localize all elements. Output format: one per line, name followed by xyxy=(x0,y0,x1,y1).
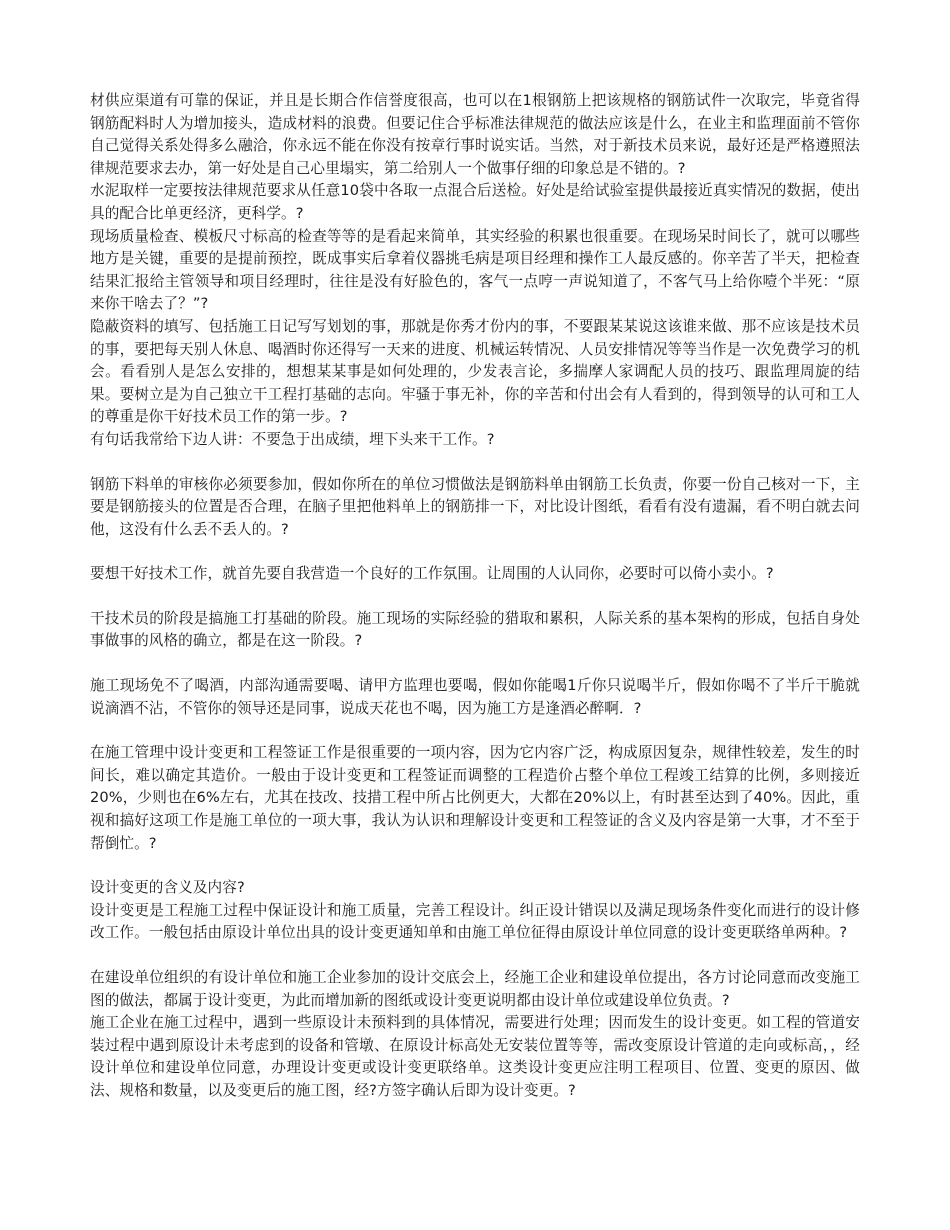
paragraph-rebar-list: 钢筋下料单的审核你必须要参加，假如你所在的单位习惯做法是钢筋料单由钢筋工长负责，你要一份自己核对一下，主要是钢筋接头的位置是否合理，在脑子里把他料单上的钢筋排一下，对比设计图纸，看看有没有遗漏，看不明白就去问他，这没有什么丢不丢人的。? xyxy=(90,475,860,538)
paragraph-spacer xyxy=(90,855,860,877)
paragraph-technician-stage: 干技术员的阶段是搞施工打基础的阶段。施工现场的实际经验的猎取和累积，人际关系的基本架构的形成，包括自身处事做事的风格的确立，都是在这一阶段。? xyxy=(90,609,860,650)
paragraph-spacer xyxy=(90,541,860,563)
paragraph-spacer xyxy=(90,720,860,742)
section-heading-design-change: 设计变更的含义及内容? xyxy=(90,879,245,897)
paragraph-spacer xyxy=(90,945,860,967)
paragraph-spacer xyxy=(90,452,860,474)
paragraph-spacer xyxy=(90,653,860,675)
paragraph-quality-inspection: 现场质量检查、模板尺寸标高的检查等等的是看起来简单，其实经验的积累也很重要。在现场呆时间长了，就可以哪些地方是关键，重要的是提前预控，既成事实后拿着仪器挑毛病是项目经理和操作工人最反感的。你辛苦了半天，把检查结果汇报给主管领导和项目经理时，往往是没有好脸色的，客气一点哼一声说知道了，不客气马上给你噎个半死：“原来你干啥去了？”? xyxy=(90,227,860,313)
paragraph-material-sampling: 材供应渠道有可靠的保证，并且是长期合作信誉度很高，也可以在1根钢筋上把该规格的钢筋试件一次取完，毕竟省得钢筋配料时人为增加接头，造成材料的浪费。但要记住合乎标准法律规范的做法应该是什么，在业主和监理面前不管你自己觉得关系处得多么融洽，你永远不能在你没有按章行事时说实话。当然，对于新技术员来说，最好还是严格遵照法律规范要求去办，第一好处是自己心里塌实，第二给别人一个做事仔细的印象总是不错的。? xyxy=(90,92,860,177)
paragraph-hidden-records: 隐蔽资料的填写、包括施工日记写写划划的事，那就是你秀才份内的事，不要跟某某说这该谁来做、那不应该是技术员的事，要把每天别人休息、喝酒时你还得写一天来的进度、机械运转情况、人员安排情况等等当作是一次免费学习的机会。看看别人是怎么安排的，想想某某事是如何处理的，少发表言论，多揣摩人家调配人员的技巧、跟监理周旋的结果。要树立是为自己独立干工程打基础的志向。牢骚于事无补，你的辛苦和付出会有人看到的，得到领导的认可和工人的尊重是你干好技术员工作的第一步。? xyxy=(90,317,860,426)
paragraph-design-change-importance: 在施工管理中设计变更和工程签证工作是很重要的一项内容，因为它内容广泛，构成原因复杂，规律性较差，发生的时间长，难以确定其造价。一般由于设计变更和工程签证而调整的工程造价占整个单位工程竣工结算的比例，多则接近20%，少则也在6%左右，尤其在技改、技措工程中所占比例更大，大都在20%以上，有时甚至达到了40%。因此，重视和搞好这项工作是施工单位的一项大事，我认为认识和理解设计变更和工程签证的含义及内容是第一大事，才不至于帮倒忙。? xyxy=(90,744,860,852)
paragraph-spacer xyxy=(90,586,860,608)
paragraph-design-change-definition: 设计变更是工程施工过程中保证设计和施工质量，完善工程设计。纠正设计错误以及满足现场条件变化而进行的设计修改工作。一般包括由原设计单位出具的设计变更通知单和由施工单位征得由原设计单位同意的设计变更联络单两种。? xyxy=(90,901,860,942)
paragraph-design-disclosure: 在建设单位组织的有设计单位和施工企业参加的设计交底会上，经施工企业和建设单位提出，各方讨论同意而改变施工图的做法，都属于设计变更，为此而增加新的图纸或设计变更说明都由设计单位或建设单位负责。? xyxy=(90,969,860,1009)
paragraph-construction-change: 施工企业在施工过程中，遇到一些原设计未预料到的具体情况，需要进行处理；因而发生的设计变更。如工程的管道安装过程中遇到原设计未考虑到的设备和管墩、在原设计标高处无安装位置等等，需改变原设计管道的走向或标高，，经设计单位和建设单位同意，办理设计变更或设计变更联络单。这类设计变更应注明工程项目、位置、变更的原因、做法、规格和数量，以及变更后的施工图，经?方签字确认后即为设计变更。? xyxy=(90,1014,860,1099)
paragraph-advice: 有句话我常给下边人讲：不要急于出成绩，埋下头来干工作。? xyxy=(90,430,495,448)
paragraph-cement-sampling: 水泥取样一定要按法律规范要求从任意10袋中各取一点混合后送检。好处是给试验室提供最接近真实情况的数据，使出具的配合比单更经济，更科学。? xyxy=(90,182,860,222)
document-body xyxy=(90,90,860,1103)
paragraph-work-atmosphere: 要想干好技术工作，就首先要自我营造一个良好的工作氛围。让周围的人认同你，必要时可以倚小卖小。? xyxy=(90,565,774,583)
paragraph-drinking: 施工现场免不了喝酒，内部沟通需要喝、请甲方监理也要喝，假如你能喝1斤你只说喝半斤，假如你喝不了半斤干脆就说滴酒不沾，不管你的领导还是同事，说成天花也不喝，因为施工方是逢酒必醉啊．? xyxy=(90,677,860,717)
